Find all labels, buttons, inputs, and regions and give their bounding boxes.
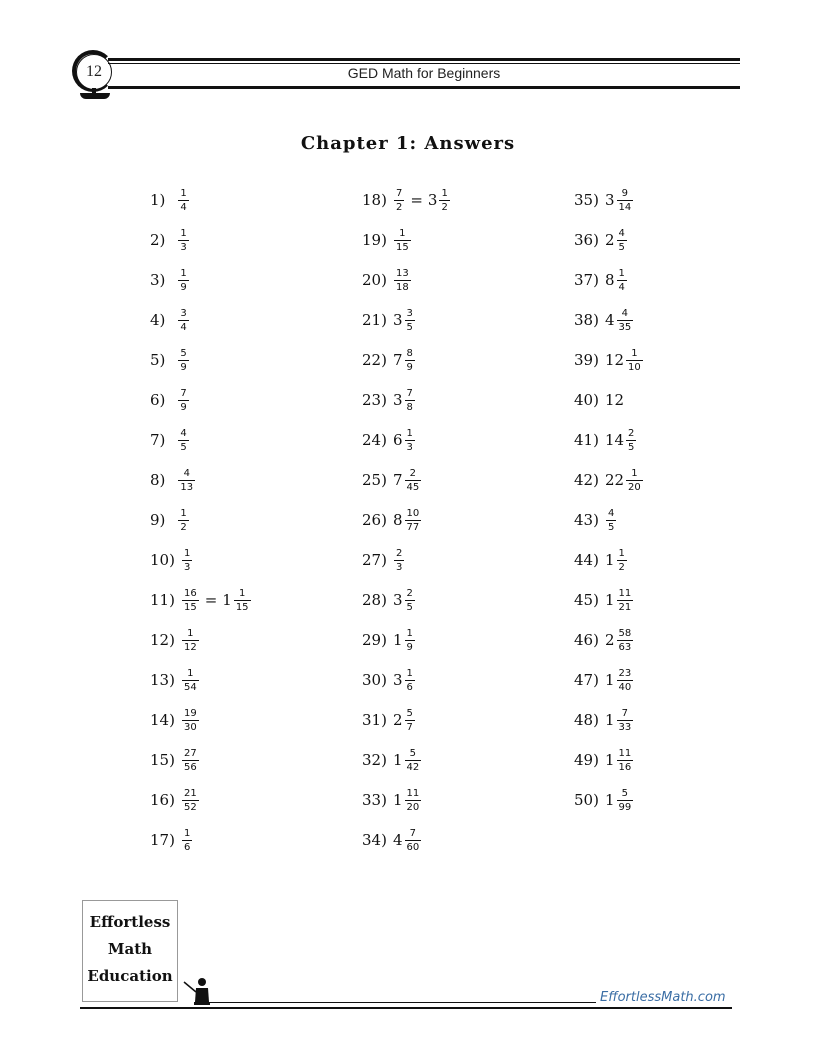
- denominator: 4: [180, 201, 187, 213]
- numerator: 7: [409, 827, 417, 839]
- denominator: 4: [618, 281, 625, 293]
- answer-number: 10): [150, 551, 175, 569]
- answer-number: 1): [150, 191, 166, 209]
- answer-number: 17): [150, 831, 175, 849]
- numerator: 1: [618, 547, 625, 559]
- answer-number: 3): [150, 271, 166, 289]
- answer-number: 8): [150, 471, 166, 489]
- answer-item: [150, 822, 193, 858]
- logo-line-1: Effortless: [89, 913, 171, 931]
- answer-item: [574, 582, 634, 618]
- fraction: [626, 427, 636, 454]
- fraction: [182, 787, 199, 814]
- answer-number: 16): [150, 791, 175, 809]
- fraction: [405, 587, 415, 614]
- whole-number: 1: [604, 791, 615, 809]
- answer-item: [362, 342, 416, 378]
- numerator: 1: [406, 427, 413, 439]
- numerator: 5: [409, 747, 417, 759]
- fraction: [394, 547, 404, 574]
- answer-item: [362, 622, 416, 658]
- fraction: [405, 627, 415, 654]
- answer-number: 4): [150, 311, 166, 329]
- denominator: 21: [618, 601, 632, 613]
- answer-number: 39): [574, 351, 599, 369]
- whole-number: 1: [392, 631, 403, 649]
- fraction: [617, 267, 627, 294]
- denominator: 60: [406, 841, 420, 853]
- denominator: 18: [395, 281, 409, 293]
- answer-number: 46): [574, 631, 599, 649]
- denominator: 13: [180, 481, 194, 493]
- numerator: 3: [406, 307, 413, 319]
- answer-item: [150, 422, 190, 458]
- answer-item: [574, 342, 644, 378]
- answer-number: 40): [574, 391, 599, 409]
- answer-number: 45): [574, 591, 599, 609]
- logo-line-2: Math: [107, 940, 153, 958]
- numerator: 1: [180, 507, 187, 519]
- answer-number: 24): [362, 431, 387, 449]
- denominator: 5: [628, 441, 635, 453]
- denominator: 6: [406, 681, 413, 693]
- denominator: 52: [183, 801, 197, 813]
- fraction: [178, 347, 188, 374]
- fraction: [405, 427, 415, 454]
- denominator: 35: [618, 321, 632, 333]
- denominator: 5: [406, 601, 413, 613]
- answer-item: [362, 702, 416, 738]
- denominator: 33: [618, 721, 632, 733]
- numerator: 4: [607, 507, 615, 519]
- numerator: 1: [187, 667, 194, 679]
- denominator: 40: [618, 681, 632, 693]
- answer-number: 23): [362, 391, 387, 409]
- whole-number: 1: [604, 711, 615, 729]
- header-rule-thin: [108, 63, 740, 64]
- denominator: 99: [618, 801, 632, 813]
- answer-number: 38): [574, 311, 599, 329]
- numerator: 1: [180, 187, 187, 199]
- denominator: 9: [406, 361, 413, 373]
- numerator: 9: [621, 187, 629, 199]
- answer-item: [150, 662, 200, 698]
- answer-number: 44): [574, 551, 599, 569]
- whole-number: 2: [604, 631, 615, 649]
- answer-number: 34): [362, 831, 387, 849]
- denominator: 9: [180, 281, 187, 293]
- whole-number: 3: [392, 311, 403, 329]
- answer-number: 37): [574, 271, 599, 289]
- answer-item: [574, 702, 634, 738]
- denominator: 16: [618, 761, 632, 773]
- answer-item: [574, 622, 634, 658]
- globe-stand-decoration: [80, 93, 110, 99]
- fraction: [178, 227, 188, 254]
- answer-number: 35): [574, 191, 599, 209]
- answer-number: 21): [362, 311, 387, 329]
- denominator: 10: [628, 361, 641, 373]
- answer-item: [362, 422, 416, 458]
- denominator: 3: [180, 241, 187, 253]
- fraction: [626, 347, 643, 374]
- answer-number: 36): [574, 231, 599, 249]
- whole-number: 4: [604, 311, 615, 329]
- numerator: 11: [618, 587, 632, 599]
- denominator: 12: [183, 641, 197, 653]
- denominator: 56: [183, 761, 197, 773]
- answer-number: 31): [362, 711, 387, 729]
- footer-rule-thick: [80, 1007, 732, 1009]
- whole-number: 8: [604, 271, 615, 289]
- answer-number: 27): [362, 551, 387, 569]
- answer-item: [362, 782, 422, 818]
- denominator: 77: [406, 521, 420, 533]
- fraction: [617, 787, 634, 814]
- denominator: 42: [406, 761, 420, 773]
- whole-number: 3: [392, 671, 403, 689]
- fraction: [234, 587, 251, 614]
- answer-item: [574, 422, 637, 458]
- numerator: 13: [395, 267, 409, 279]
- answer-item: [150, 742, 200, 778]
- numerator: 2: [406, 587, 413, 599]
- answer-number: 30): [362, 671, 387, 689]
- fraction: [617, 667, 634, 694]
- fraction: [617, 707, 634, 734]
- denominator: 15: [183, 601, 197, 613]
- website-link[interactable]: EffortlessMath.com: [600, 990, 726, 1005]
- answer-item: [362, 502, 422, 538]
- answer-item: [150, 262, 190, 298]
- numerator: 11: [618, 747, 632, 759]
- whole-number: 3: [427, 191, 438, 209]
- answer-number: 6): [150, 391, 166, 409]
- answer-item: [150, 222, 190, 258]
- whole-number: 3: [392, 391, 403, 409]
- answer-number: 18): [362, 191, 387, 209]
- answer-item: [574, 502, 617, 538]
- fraction: [617, 587, 634, 614]
- denominator: 2: [618, 561, 625, 573]
- fraction: [626, 467, 643, 494]
- answer-item: [362, 742, 422, 778]
- denominator: 3: [183, 561, 191, 573]
- answer-item: [574, 222, 628, 258]
- denominator: 2: [395, 201, 403, 213]
- numerator: 27: [183, 747, 197, 759]
- numerator: 1: [183, 827, 191, 839]
- fraction: [405, 707, 415, 734]
- fraction: [405, 467, 422, 494]
- denominator: 63: [618, 641, 632, 653]
- answer-number: 11): [150, 591, 175, 609]
- answer-number: 42): [574, 471, 599, 489]
- numerator: 5: [621, 787, 629, 799]
- whole-number: 1: [604, 551, 615, 569]
- fraction: [178, 267, 188, 294]
- answer-item: [150, 622, 200, 658]
- fraction: [439, 187, 449, 214]
- whole-number: 2: [392, 711, 403, 729]
- answer-item: [150, 342, 190, 378]
- answer-number: 14): [150, 711, 175, 729]
- numerator: 1: [238, 587, 246, 599]
- denominator: 9: [180, 401, 187, 413]
- numerator: 10: [406, 507, 420, 519]
- answer-number: 5): [150, 351, 166, 369]
- numerator: 1: [406, 627, 413, 639]
- fraction: [405, 387, 415, 414]
- denominator: 14: [618, 201, 632, 213]
- answer-item: [362, 382, 416, 418]
- fraction: [182, 547, 192, 574]
- numerator: 1: [631, 467, 638, 479]
- numerator: 2: [395, 547, 403, 559]
- fraction: [405, 307, 415, 334]
- fraction: [182, 827, 192, 854]
- numerator: 2: [409, 467, 417, 479]
- numerator: 58: [618, 627, 632, 639]
- numerator: 8: [406, 347, 413, 359]
- whole-number: 3: [392, 591, 403, 609]
- answer-number: 50): [574, 791, 599, 809]
- numerator: 21: [183, 787, 197, 799]
- fraction: [182, 707, 199, 734]
- numerator: 7: [621, 707, 629, 719]
- answer-item: [362, 302, 416, 338]
- numerator: 1: [183, 547, 191, 559]
- answer-item: [150, 462, 196, 498]
- answer-number: 47): [574, 671, 599, 689]
- numerator: 1: [399, 227, 406, 239]
- numerator: 4: [183, 467, 190, 479]
- answer-item: [150, 502, 190, 538]
- numerator: 1: [618, 267, 625, 279]
- answer-number: 49): [574, 751, 599, 769]
- answer-item: [574, 262, 628, 298]
- fraction: [405, 747, 422, 774]
- answer-number: 15): [150, 751, 175, 769]
- answer-item: [574, 742, 634, 778]
- logo-line-3: Education: [87, 967, 173, 985]
- answer-item: [362, 822, 422, 858]
- answer-number: 9): [150, 511, 166, 529]
- denominator: 3: [406, 441, 413, 453]
- answer-item: [574, 382, 625, 418]
- fraction: [617, 547, 627, 574]
- numerator: 23: [618, 667, 632, 679]
- fraction: [606, 507, 616, 534]
- fraction: [394, 267, 411, 294]
- whole-number: 1: [604, 671, 615, 689]
- answer-item: [150, 542, 193, 578]
- fraction: [405, 827, 422, 854]
- answer-number: 43): [574, 511, 599, 529]
- fraction: [617, 627, 634, 654]
- answer-number: 33): [362, 791, 387, 809]
- denominator: 7: [406, 721, 413, 733]
- header-rule-bottom: [108, 86, 740, 89]
- answer-number: 7): [150, 431, 166, 449]
- fraction: [394, 227, 411, 254]
- answer-item: [150, 382, 190, 418]
- answer-number: 25): [362, 471, 387, 489]
- answer-number: 32): [362, 751, 387, 769]
- answer-number: 13): [150, 671, 175, 689]
- whole-number: 6: [392, 431, 403, 449]
- whole-number: 7: [392, 471, 403, 489]
- answer-number: 20): [362, 271, 387, 289]
- numerator: 1: [180, 267, 187, 279]
- fraction: [617, 187, 634, 214]
- answer-item: [574, 542, 628, 578]
- numerator: 3: [180, 307, 187, 319]
- answer-item: [150, 782, 200, 818]
- answer-item: [362, 542, 405, 578]
- denominator: 30: [183, 721, 197, 733]
- denominator: 20: [628, 481, 641, 493]
- denominator: 3: [395, 561, 403, 573]
- whole-number: 7: [392, 351, 403, 369]
- whole-number: 14: [604, 431, 625, 449]
- answer-item: [574, 462, 644, 498]
- fraction: [178, 187, 188, 214]
- logo-box: [82, 900, 178, 1002]
- whole-number: 1: [604, 751, 615, 769]
- fraction: [405, 507, 422, 534]
- answer-number: 41): [574, 431, 599, 449]
- answer-number: 19): [362, 231, 387, 249]
- answer-item: [574, 662, 634, 698]
- numerator: 7: [180, 387, 187, 399]
- denominator: 9: [406, 641, 413, 653]
- answer-item: [574, 182, 634, 218]
- whole-number: 3: [604, 191, 615, 209]
- denominator: 8: [406, 401, 413, 413]
- whole-number: 8: [392, 511, 403, 529]
- fraction: [182, 667, 199, 694]
- whole-number: 1: [392, 751, 403, 769]
- fraction: [178, 467, 195, 494]
- whole-number: 1: [222, 591, 232, 609]
- answer-item: [574, 302, 634, 338]
- numerator: 5: [406, 707, 413, 719]
- fraction: [178, 387, 188, 414]
- answer-item: [362, 462, 422, 498]
- denominator: 2: [180, 521, 187, 533]
- answer-number: 29): [362, 631, 387, 649]
- numerator: 4: [180, 427, 187, 439]
- denominator: 5: [180, 441, 187, 453]
- numerator: 11: [406, 787, 420, 799]
- answer-item: [574, 782, 634, 818]
- whole-number: 1: [604, 591, 615, 609]
- page-number: 12: [76, 54, 112, 90]
- denominator: 5: [607, 521, 615, 533]
- denominator: 20: [406, 801, 420, 813]
- numerator: 7: [406, 387, 413, 399]
- answer-item: [362, 222, 412, 258]
- answer-item: [150, 182, 190, 218]
- denominator: 6: [183, 841, 191, 853]
- answer-number: 48): [574, 711, 599, 729]
- denominator: 15: [235, 601, 249, 613]
- fraction: [617, 227, 627, 254]
- whole-number: 12: [604, 351, 625, 369]
- answer-item: [362, 182, 451, 218]
- header-rule-top: [108, 58, 740, 61]
- denominator: 5: [406, 321, 413, 333]
- numerator: 5: [180, 347, 187, 359]
- answer-item: [150, 302, 190, 338]
- fraction: [394, 187, 404, 214]
- numerator: 7: [395, 187, 403, 199]
- numerator: 2: [628, 427, 635, 439]
- numerator: 1: [631, 347, 638, 359]
- whole-number: 12: [604, 391, 625, 409]
- numerator: 4: [618, 227, 625, 239]
- fraction: [405, 667, 415, 694]
- equals-sign: =: [204, 591, 218, 609]
- fraction: [617, 747, 634, 774]
- fraction: [405, 347, 415, 374]
- denominator: 5: [618, 241, 625, 253]
- denominator: 54: [183, 681, 197, 693]
- equals-sign: =: [410, 191, 423, 209]
- answer-item: [362, 262, 412, 298]
- chapter-title: Chapter 1: Answers: [300, 133, 516, 154]
- fraction: [178, 307, 188, 334]
- answer-item: [362, 662, 416, 698]
- footer-rule-thin: [210, 1002, 596, 1003]
- answer-item: [150, 702, 200, 738]
- fraction: [405, 787, 422, 814]
- fraction: [182, 587, 199, 614]
- numerator: 1: [406, 667, 413, 679]
- answer-number: 12): [150, 631, 175, 649]
- denominator: 4: [180, 321, 187, 333]
- fraction: [178, 427, 188, 454]
- whole-number: 2: [604, 231, 615, 249]
- numerator: 19: [183, 707, 197, 719]
- fraction: [178, 507, 188, 534]
- answer-number: 2): [150, 231, 166, 249]
- answer-item: [362, 582, 416, 618]
- answer-number: 22): [362, 351, 387, 369]
- answer-number: 26): [362, 511, 387, 529]
- numerator: 4: [621, 307, 629, 319]
- book-title: GED Math for Beginners: [347, 65, 501, 81]
- numerator: 1: [180, 227, 187, 239]
- numerator: 16: [183, 587, 197, 599]
- denominator: 15: [395, 241, 409, 253]
- whole-number: 1: [392, 791, 403, 809]
- answer-number: 28): [362, 591, 387, 609]
- denominator: 9: [180, 361, 187, 373]
- whole-number: 22: [604, 471, 625, 489]
- fraction: [182, 627, 199, 654]
- fraction: [182, 747, 199, 774]
- answer-item: [150, 582, 252, 618]
- denominator: 45: [406, 481, 420, 493]
- whole-number: 4: [392, 831, 403, 849]
- denominator: 2: [441, 201, 448, 213]
- numerator: 1: [441, 187, 448, 199]
- numerator: 1: [187, 627, 194, 639]
- fraction: [617, 307, 634, 334]
